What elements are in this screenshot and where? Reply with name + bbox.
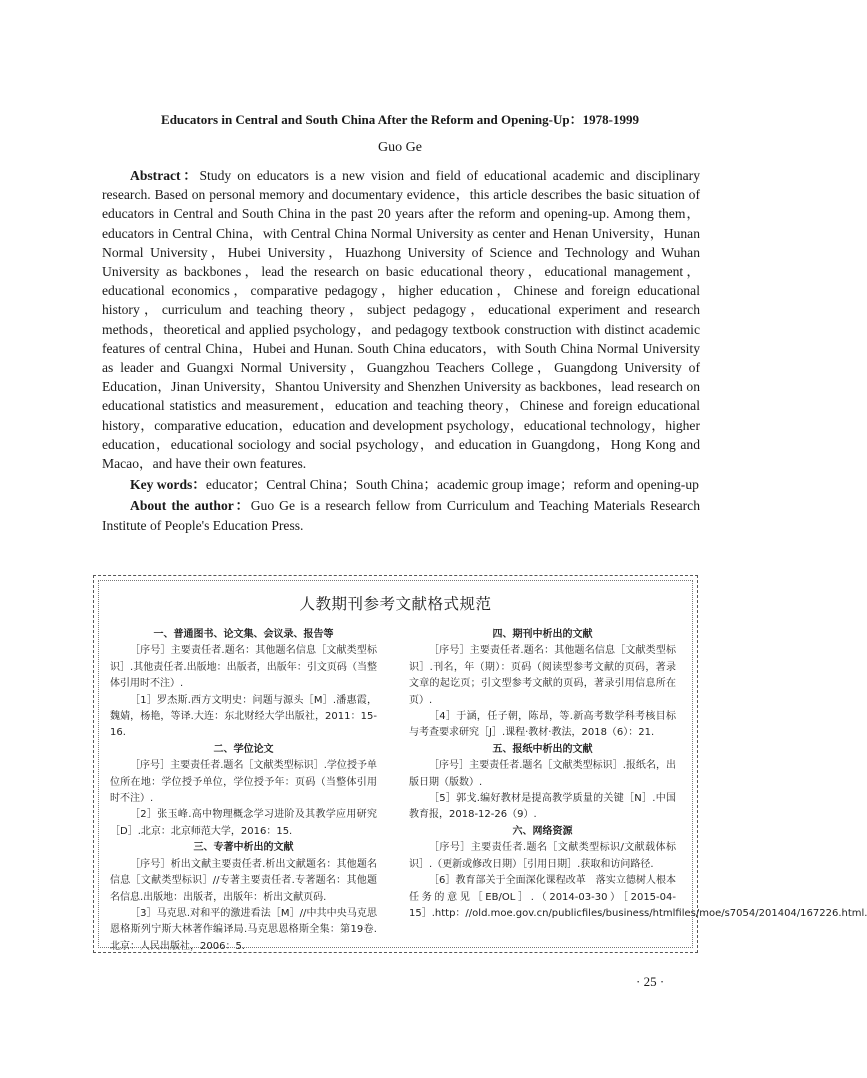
- example-monograph: ［3］马克思.对和平的激进看法［M］//中共中央马克思恩格斯列宁斯大林著作编译局.马克思恩格斯全集：第19卷.北京：人民出版社，2006：5.: [110, 907, 377, 952]
- format-thesis: ［序号］主要责任者.题名［文献类型标识］.学位授予单位所在地：学位授予单位，学位授予年：页码（当整体引用时不注）.: [110, 760, 377, 805]
- example-journal: ［4］于涵，任子朝，陈昂，等.新高考数学科考核目标与考查要求研究［J］.课程·教材·教法，2018（6）：21.: [409, 711, 676, 739]
- abstract-section: [102, 166, 700, 537]
- section-heading-newspaper: 五、报纸中析出的文献: [492, 743, 593, 755]
- example-books: ［1］罗杰斯.西方文明史：问题与源头［M］.潘惠霞，魏婧，杨艳，等译.大连：东北财经大学出版社，2011：15-16.: [110, 694, 377, 739]
- section-heading-thesis: 二、学位论文: [213, 743, 274, 755]
- section-heading-online: 六、网络资源: [512, 825, 573, 837]
- page-number: · 25 ·: [636, 974, 665, 989]
- keywords-text: educator；Central China；South China；academic group image；reform and opening-up: [205, 477, 699, 493]
- format-monograph: ［序号］析出文献主要责任者.析出文献题名：其他题名信息［文献类型标识］//专著主要责任者.专著题名：其他题名信息.出版地：出版者，出版年：析出文献页码.: [110, 858, 377, 903]
- abstract-label: Abstract：: [130, 168, 200, 183]
- example-thesis: ［2］张玉峰.高中物理概念学习进阶及其教学应用研究［D］.北京：北京师范大学，2016：15.: [110, 809, 377, 837]
- keywords-label: Key words：: [130, 477, 206, 493]
- keywords-paragraph: [102, 475, 700, 494]
- abstract-text: Study on educators is a new vision and field of educational academic and disciplinary research. Based on personal memory and documentary evidence，this article describes the basic situation of educators in Central and South China in the past 20 years after the reform and opening-up. Among them，educators in Central China，with Central China Normal University as center and Henan University，Hunan Normal University，Hubei University，Huazhong University of Science and Technology and Wuhan University as backbones，lead the research on basic educational theory，educational management，educational economics，comparative pedagogy，higher education，Chinese and foreign educational history，curriculum and teaching theory，subject pedagogy，educational experiment and research methods，theoretical and applied psychology，and pedagogy textbook construction with distinct academic features of central China，Hubei and Hunan. South China educators，with South China Normal University as leader and Guangxi Normal University，Guangzhou Teachers College，Guangdong University of Education，Jinan University，Shantou University and Shenzhen University as backbones，lead research on educational statistics and measurement，education and teaching theory，Chinese and foreign educational history，comparative education，education and development psychology，educational technology，higher education，educational sociology and social psychology，and education in Guangdong，Hong Kong and Macao，and have their own features.: [102, 168, 700, 472]
- section-heading-books: 一、普通图书、论文集、会议录、报告等: [153, 629, 334, 640]
- paper-title: Educators in Central and South China After the Reform and Opening-Up：1978-1999: [161, 112, 639, 127]
- format-books: ［序号］主要责任者.题名：其他题名信息［文献类型标识］.其他责任者.出版地：出版者，出版年：引文页码（当整体引用时不注）.: [110, 645, 377, 690]
- paper-author: Guo Ge: [378, 140, 422, 155]
- reference-column-right: [409, 627, 867, 922]
- reference-format-box: [93, 575, 867, 953]
- format-newspaper: ［序号］主要责任者.题名［文献类型标识］.报纸名，出版日期（版数）.: [409, 760, 676, 788]
- abstract-paragraph: [102, 166, 700, 473]
- about-author-text: Guo Ge is a research fellow from Curriculum and Teaching Materials Research Institute of People's Education Press.: [102, 498, 700, 533]
- format-online: ［序号］主要责任者.题名［文献类型标识/文献载体标识］.（更新或修改日期）［引用日期］.获取和访问路径.: [409, 842, 676, 870]
- format-journal: ［序号］主要责任者.题名：其他题名信息［文献类型标识］.刊名，年（期）：页码（阅读型参考文献的页码，著录文章的起讫页；引文型参考文献的页码，著录引用信息所在页）.: [409, 645, 676, 706]
- example-online: ［6］教育部关于全面深化课程改革 落实立德树人根本任务的意见［EB/OL］.（2014-03-30）［2015-04-15］.http：//old.moe.gov.cn/publicfiles/business/htmlfiles/moe/s7054/201404/167226.html.: [409, 875, 867, 919]
- about-author-paragraph: [102, 496, 700, 534]
- reference-box-title: 人教期刊参考文献格式规范: [299, 595, 492, 613]
- example-newspaper: ［5］郭戈.编好教材是提高教学质量的关键［N］.中国教育报，2018-12-26（9）.: [409, 793, 676, 821]
- about-author-label: About the author：: [130, 498, 251, 514]
- reference-column-left: [110, 627, 377, 955]
- section-heading-journal: 四、期刊中析出的文献: [492, 629, 593, 640]
- section-heading-monograph: 三、专著中析出的文献: [193, 842, 294, 854]
